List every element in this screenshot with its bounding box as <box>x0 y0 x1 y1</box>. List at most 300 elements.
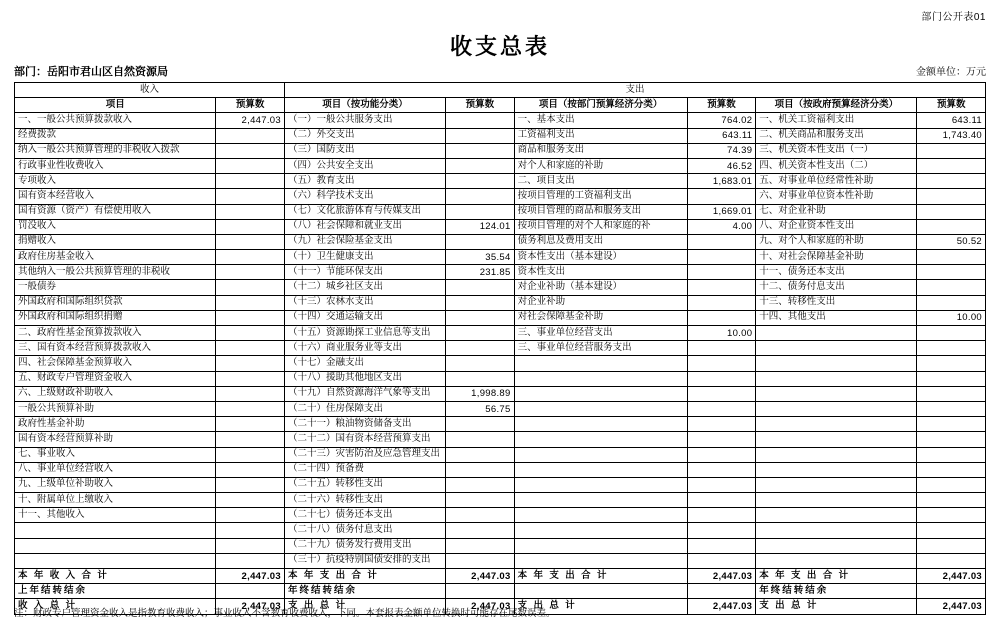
table-row <box>15 158 986 173</box>
income-item: 九、上级单位补助收入 <box>15 477 216 492</box>
gov-econ-item: 七、对企业补助 <box>756 204 917 219</box>
income-item: 六、上级财政补助收入 <box>15 386 216 401</box>
func-item: （二十五）转移性支出 <box>284 477 445 492</box>
table-row <box>15 174 986 189</box>
dept-econ-item <box>514 371 687 386</box>
dept-econ-item: 按项目管理的工资福利支出 <box>514 189 687 204</box>
group-header-expenditure: 支出 <box>284 83 985 98</box>
func-amount <box>446 477 514 492</box>
income-item: 十一、其他收入 <box>15 508 216 523</box>
gov-econ-item: 十三、转移性支出 <box>756 295 917 310</box>
func-amount: 124.01 <box>446 219 514 234</box>
amount-unit-label: 金额单位：万元 <box>916 67 986 78</box>
income-total-amount: 2,447.03 <box>216 569 285 584</box>
income-total-label: 收 入 总 计 <box>15 599 216 614</box>
income-item: 八、事业单位经营收入 <box>15 462 216 477</box>
income-total-label: 本 年 收 入 合 计 <box>15 569 216 584</box>
table-row <box>15 113 986 128</box>
income-amount <box>216 326 285 341</box>
col-dept-econ-budget: 预算数 <box>687 98 755 113</box>
gov-econ-amount <box>917 326 986 341</box>
income-item: 七、事业收入 <box>15 447 216 462</box>
income-amount <box>216 174 285 189</box>
dept-econ-item <box>514 538 687 553</box>
func-amount <box>446 326 514 341</box>
dept-econ-item: 对企业补助 <box>514 295 687 310</box>
dept-econ-item <box>514 417 687 432</box>
table-body <box>15 113 986 614</box>
gov-econ-amount <box>917 174 986 189</box>
dept-econ-amount <box>687 265 755 280</box>
func-item: （二十）住房保障支出 <box>284 401 445 416</box>
gov-econ-item <box>756 553 917 568</box>
func-item: （八）社会保障和就业支出 <box>284 219 445 234</box>
func-amount <box>446 417 514 432</box>
table-total-row <box>15 569 986 584</box>
func-amount <box>446 310 514 325</box>
income-total-amount <box>216 584 285 599</box>
gov-econ-amount <box>917 280 986 295</box>
dept-econ-item <box>514 508 687 523</box>
income-amount <box>216 371 285 386</box>
gov-econ-amount: 643.11 <box>917 113 986 128</box>
income-item: 捐赠收入 <box>15 234 216 249</box>
income-item: 十、附属单位上缴收入 <box>15 493 216 508</box>
gov-econ-total-amount <box>917 584 986 599</box>
func-item: （十六）商业服务业等支出 <box>284 341 445 356</box>
dept-econ-total-label <box>514 584 687 599</box>
gov-econ-total-amount: 2,447.03 <box>917 599 986 614</box>
gov-econ-item: 十一、债务还本支出 <box>756 265 917 280</box>
table-row <box>15 326 986 341</box>
gov-econ-amount <box>917 189 986 204</box>
func-item: （二十二）国有资本经营预算支出 <box>284 432 445 447</box>
income-item: 一般公共预算补助 <box>15 401 216 416</box>
func-amount <box>446 113 514 128</box>
gov-econ-item: 三、机关资本性支出（一） <box>756 143 917 158</box>
income-amount <box>216 356 285 371</box>
dept-econ-item <box>514 447 687 462</box>
income-item: 政府性基金补助 <box>15 417 216 432</box>
income-amount <box>216 143 285 158</box>
col-income-item: 项目 <box>15 98 216 113</box>
income-amount <box>216 310 285 325</box>
gov-econ-amount <box>917 401 986 416</box>
func-total-amount: 2,447.03 <box>446 569 514 584</box>
table-row <box>15 432 986 447</box>
func-amount: 35.54 <box>446 250 514 265</box>
func-total-amount <box>446 584 514 599</box>
dept-econ-amount: 4.00 <box>687 219 755 234</box>
income-item: 一、一般公共预算拨款收入 <box>15 113 216 128</box>
dept-econ-item: 商品和服务支出 <box>514 143 687 158</box>
func-item: （十二）城乡社区支出 <box>284 280 445 295</box>
dept-econ-amount <box>687 280 755 295</box>
dept-econ-amount: 764.02 <box>687 113 755 128</box>
income-total-label: 上年结转结余 <box>15 584 216 599</box>
dept-econ-item: 按项目管理的对个人和家庭的补 <box>514 219 687 234</box>
gov-econ-amount: 50.52 <box>917 234 986 249</box>
dept-econ-amount <box>687 371 755 386</box>
gov-econ-total-label: 支 出 总 计 <box>756 599 917 614</box>
func-amount <box>446 356 514 371</box>
gov-econ-total-amount: 2,447.03 <box>917 569 986 584</box>
table-row <box>15 523 986 538</box>
income-item: 专项收入 <box>15 174 216 189</box>
income-item: 其他纳入一般公共预算管理的非税收 <box>15 265 216 280</box>
dept-econ-item: 债务利息及费用支出 <box>514 234 687 249</box>
func-item: （十七）金融支出 <box>284 356 445 371</box>
dept-econ-item: 对社会保障基金补助 <box>514 310 687 325</box>
dept-econ-item <box>514 493 687 508</box>
gov-econ-item <box>756 462 917 477</box>
func-item: （十三）农林水支出 <box>284 295 445 310</box>
table-row <box>15 386 986 401</box>
gov-econ-amount <box>917 462 986 477</box>
gov-econ-amount <box>917 371 986 386</box>
income-amount <box>216 204 285 219</box>
gov-econ-total-label: 年终结转结余 <box>756 584 917 599</box>
dept-econ-total-label: 本 年 支 出 合 计 <box>514 569 687 584</box>
func-amount <box>446 295 514 310</box>
func-amount <box>446 493 514 508</box>
dept-econ-amount <box>687 538 755 553</box>
func-item: （十五）资源勘探工业信息等支出 <box>284 326 445 341</box>
form-code-label: 部门公开表01 <box>921 12 986 23</box>
income-amount <box>216 189 285 204</box>
gov-econ-total-label: 本 年 支 出 合 计 <box>756 569 917 584</box>
gov-econ-item: 六、对事业单位资本性补助 <box>756 189 917 204</box>
gov-econ-amount: 10.00 <box>917 310 986 325</box>
income-item: 国有资本经营收入 <box>15 189 216 204</box>
table-row <box>15 280 986 295</box>
col-income-budget: 预算数 <box>216 98 285 113</box>
gov-econ-item <box>756 341 917 356</box>
func-item: （七）文化旅游体育与传媒支出 <box>284 204 445 219</box>
table-row <box>15 143 986 158</box>
income-amount <box>216 553 285 568</box>
func-amount <box>446 128 514 143</box>
dept-econ-amount <box>687 462 755 477</box>
income-amount <box>216 523 285 538</box>
table-row <box>15 401 986 416</box>
func-amount <box>446 508 514 523</box>
func-amount <box>446 234 514 249</box>
gov-econ-item: 八、对企业资本性支出 <box>756 219 917 234</box>
gov-econ-item <box>756 477 917 492</box>
table-row <box>15 462 986 477</box>
func-item: （二十四）预备费 <box>284 462 445 477</box>
gov-econ-amount <box>917 204 986 219</box>
dept-econ-amount: 643.11 <box>687 128 755 143</box>
func-amount <box>446 523 514 538</box>
dept-econ-amount: 1,669.01 <box>687 204 755 219</box>
table-footnote: 注：财政专户管理资金收入是指教育收费收入；事业收入不含教育收费收入，下同。本套报表金额单位转换时可能存在尾数误差。 <box>14 609 556 619</box>
func-amount <box>446 158 514 173</box>
gov-econ-amount <box>917 356 986 371</box>
dept-econ-amount <box>687 477 755 492</box>
func-amount <box>446 341 514 356</box>
func-amount: 1,998.89 <box>446 386 514 401</box>
gov-econ-amount <box>917 553 986 568</box>
dept-econ-item: 工资福利支出 <box>514 128 687 143</box>
col-gov-econ-budget: 预算数 <box>917 98 986 113</box>
gov-econ-item <box>756 326 917 341</box>
func-total-amount: 2,447.03 <box>446 599 514 614</box>
table-row <box>15 234 986 249</box>
func-amount <box>446 447 514 462</box>
income-item: 国有资本经营预算补助 <box>15 432 216 447</box>
table-row <box>15 341 986 356</box>
income-item: 二、政府性基金预算拨款收入 <box>15 326 216 341</box>
func-amount <box>446 462 514 477</box>
dept-econ-item <box>514 401 687 416</box>
func-item: （五）教育支出 <box>284 174 445 189</box>
func-amount <box>446 204 514 219</box>
gov-econ-item <box>756 493 917 508</box>
dept-econ-item: 资本性支出（基本建设） <box>514 250 687 265</box>
gov-econ-amount <box>917 250 986 265</box>
group-header-income: 收入 <box>15 83 285 98</box>
income-item: 纳入一般公共预算管理的非税收入拨款 <box>15 143 216 158</box>
gov-econ-amount <box>917 538 986 553</box>
dept-econ-amount <box>687 493 755 508</box>
func-amount <box>446 538 514 553</box>
gov-econ-amount <box>917 143 986 158</box>
dept-econ-item: 对个人和家庭的补助 <box>514 158 687 173</box>
table-total-row <box>15 584 986 599</box>
gov-econ-amount <box>917 523 986 538</box>
gov-econ-item <box>756 371 917 386</box>
func-item: （十四）交通运输支出 <box>284 310 445 325</box>
func-item: （二十六）转移性支出 <box>284 493 445 508</box>
income-item: 外国政府和国际组织贷款 <box>15 295 216 310</box>
gov-econ-amount <box>917 417 986 432</box>
func-item: （十一）节能环保支出 <box>284 265 445 280</box>
func-item: （二十三）灾害防治及应急管理支出 <box>284 447 445 462</box>
dept-econ-item: 对企业补助（基本建设） <box>514 280 687 295</box>
func-item: （三）国防支出 <box>284 143 445 158</box>
table-row <box>15 250 986 265</box>
func-amount <box>446 432 514 447</box>
func-amount <box>446 553 514 568</box>
income-item: 政府住房基金收入 <box>15 250 216 265</box>
gov-econ-item <box>756 417 917 432</box>
gov-econ-item: 四、机关资本性支出（二） <box>756 158 917 173</box>
dept-econ-item <box>514 386 687 401</box>
income-amount <box>216 128 285 143</box>
income-item: 四、社会保障基金预算收入 <box>15 356 216 371</box>
gov-econ-amount <box>917 219 986 234</box>
gov-econ-item <box>756 432 917 447</box>
budget-summary-table <box>14 82 986 615</box>
gov-econ-item <box>756 356 917 371</box>
dept-econ-amount <box>687 447 755 462</box>
income-amount <box>216 417 285 432</box>
func-item: （十九）自然资源海洋气象等支出 <box>284 386 445 401</box>
func-item: （十）卫生健康支出 <box>284 250 445 265</box>
func-item: （二十八）债务付息支出 <box>284 523 445 538</box>
gov-econ-item <box>756 401 917 416</box>
gov-econ-amount: 1,743.40 <box>917 128 986 143</box>
income-item: 三、国有资本经营预算拨款收入 <box>15 341 216 356</box>
income-amount: 2,447.03 <box>216 113 285 128</box>
page-title: 收支总表 <box>449 34 550 59</box>
income-amount <box>216 265 285 280</box>
dept-econ-amount <box>687 417 755 432</box>
dept-econ-item <box>514 356 687 371</box>
func-amount <box>446 174 514 189</box>
func-total-label: 支 出 总 计 <box>284 599 445 614</box>
income-amount <box>216 250 285 265</box>
dept-econ-amount: 10.00 <box>687 326 755 341</box>
income-item: 行政事业性收费收入 <box>15 158 216 173</box>
col-func-item: 项目（按功能分类） <box>284 98 445 113</box>
income-item: 一般债券 <box>15 280 216 295</box>
dept-econ-total-label: 支 出 总 计 <box>514 599 687 614</box>
gov-econ-amount <box>917 265 986 280</box>
func-item: （一）一般公共服务支出 <box>284 113 445 128</box>
table-row <box>15 204 986 219</box>
func-item: （三十）抗疫特别国债安排的支出 <box>284 553 445 568</box>
dept-econ-amount: 74.39 <box>687 143 755 158</box>
gov-econ-item <box>756 508 917 523</box>
income-amount <box>216 508 285 523</box>
dept-econ-amount <box>687 432 755 447</box>
table-row <box>15 493 986 508</box>
gov-econ-amount <box>917 158 986 173</box>
income-amount <box>216 447 285 462</box>
dept-econ-item <box>514 462 687 477</box>
table-row <box>15 417 986 432</box>
income-item <box>15 538 216 553</box>
income-amount <box>216 538 285 553</box>
dept-econ-item: 三、事业单位经营支出 <box>514 326 687 341</box>
gov-econ-amount <box>917 295 986 310</box>
gov-econ-amount <box>917 508 986 523</box>
table-row <box>15 189 986 204</box>
income-amount <box>216 477 285 492</box>
income-item <box>15 523 216 538</box>
dept-econ-item: 资本性支出 <box>514 265 687 280</box>
dept-econ-total-amount <box>687 584 755 599</box>
table-group-header-row <box>15 83 986 98</box>
gov-econ-amount <box>917 386 986 401</box>
income-item: 国有资源（资产）有偿使用收入 <box>15 204 216 219</box>
table-row <box>15 219 986 234</box>
gov-econ-item: 十、对社会保障基金补助 <box>756 250 917 265</box>
dept-econ-item: 二、项目支出 <box>514 174 687 189</box>
dept-econ-amount <box>687 341 755 356</box>
income-item: 罚没收入 <box>15 219 216 234</box>
gov-econ-item: 九、对个人和家庭的补助 <box>756 234 917 249</box>
income-amount <box>216 462 285 477</box>
func-item: （二十七）债务还本支出 <box>284 508 445 523</box>
dept-econ-item <box>514 553 687 568</box>
gov-econ-item: 一、机关工资福利支出 <box>756 113 917 128</box>
income-amount <box>216 295 285 310</box>
gov-econ-item <box>756 538 917 553</box>
income-amount <box>216 432 285 447</box>
func-item: （九）社会保险基金支出 <box>284 234 445 249</box>
income-item <box>15 553 216 568</box>
func-amount <box>446 371 514 386</box>
col-func-budget: 预算数 <box>446 98 514 113</box>
table-row <box>15 447 986 462</box>
table-row <box>15 538 986 553</box>
func-amount <box>446 143 514 158</box>
gov-econ-item: 二、机关商品和服务支出 <box>756 128 917 143</box>
dept-econ-amount <box>687 310 755 325</box>
gov-econ-amount <box>917 477 986 492</box>
func-amount <box>446 280 514 295</box>
col-dept-econ-item: 项目（按部门预算经济分类） <box>514 98 687 113</box>
table-row <box>15 553 986 568</box>
dept-econ-amount <box>687 553 755 568</box>
dept-econ-amount <box>687 508 755 523</box>
table-row <box>15 128 986 143</box>
income-amount <box>216 401 285 416</box>
func-item: （二十九）债务发行费用支出 <box>284 538 445 553</box>
dept-econ-amount: 1,683.01 <box>687 174 755 189</box>
income-amount <box>216 234 285 249</box>
dept-econ-amount <box>687 250 755 265</box>
department-label: 部门：岳阳市君山区自然资源局 <box>14 66 168 78</box>
dept-econ-total-amount: 2,447.03 <box>687 569 755 584</box>
table-row <box>15 310 986 325</box>
table-row <box>15 295 986 310</box>
income-total-amount: 2,447.03 <box>216 599 285 614</box>
dept-econ-item <box>514 432 687 447</box>
dept-econ-total-amount: 2,447.03 <box>687 599 755 614</box>
dept-econ-item: 三、事业单位经营服务支出 <box>514 341 687 356</box>
dept-econ-item: 按项目管理的商品和服务支出 <box>514 204 687 219</box>
func-amount: 231.85 <box>446 265 514 280</box>
func-item: （十八）援助其他地区支出 <box>284 371 445 386</box>
gov-econ-item: 十四、其他支出 <box>756 310 917 325</box>
gov-econ-amount <box>917 432 986 447</box>
func-item: （二十一）粮油物资储备支出 <box>284 417 445 432</box>
dept-econ-amount <box>687 523 755 538</box>
income-item: 外国政府和国际组织捐赠 <box>15 310 216 325</box>
gov-econ-item <box>756 386 917 401</box>
dept-econ-item <box>514 523 687 538</box>
table-row <box>15 356 986 371</box>
gov-econ-amount <box>917 447 986 462</box>
dept-econ-amount <box>687 401 755 416</box>
col-gov-econ-item: 项目（按政府预算经济分类） <box>756 98 917 113</box>
income-amount <box>216 219 285 234</box>
func-amount: 56.75 <box>446 401 514 416</box>
gov-econ-item <box>756 447 917 462</box>
table-row <box>15 477 986 492</box>
dept-econ-amount <box>687 234 755 249</box>
func-item: （六）科学技术支出 <box>284 189 445 204</box>
dept-econ-amount <box>687 295 755 310</box>
table-row <box>15 265 986 280</box>
dept-econ-item: 一、基本支出 <box>514 113 687 128</box>
func-item: （二）外交支出 <box>284 128 445 143</box>
func-item: （四）公共安全支出 <box>284 158 445 173</box>
gov-econ-amount <box>917 493 986 508</box>
income-amount <box>216 280 285 295</box>
income-item: 五、财政专户管理资金收入 <box>15 371 216 386</box>
gov-econ-item: 十二、债务付息支出 <box>756 280 917 295</box>
dept-econ-amount: 46.52 <box>687 158 755 173</box>
gov-econ-amount <box>917 341 986 356</box>
func-total-label: 年终结转结余 <box>284 584 445 599</box>
income-amount <box>216 341 285 356</box>
